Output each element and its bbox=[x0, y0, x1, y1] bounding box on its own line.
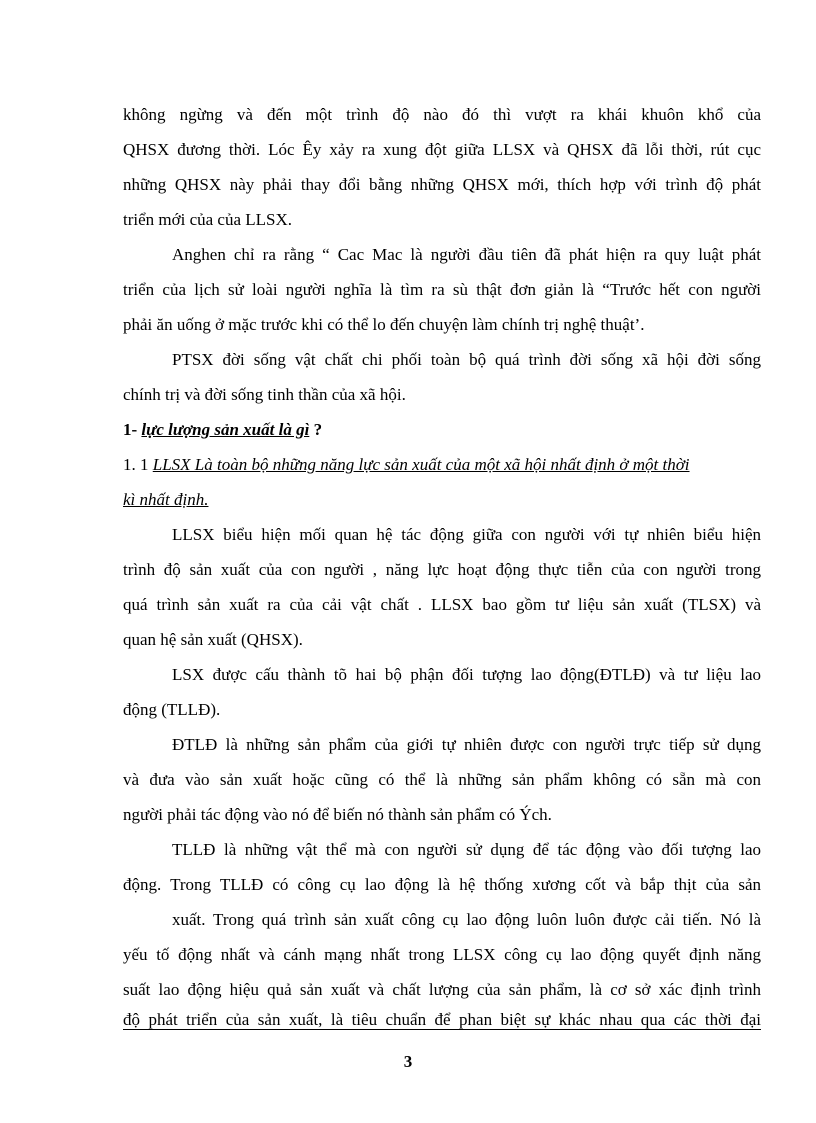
paragraph-line: ĐTLĐ là những sản phẩm của giới tự nhiên được con người trực tiếp sử dụng bbox=[172, 735, 761, 754]
footer-rule bbox=[123, 1029, 761, 1030]
paragraph-line: QHSX đương thời. Lóc Êy xảy ra xung đột giữa LLSX và QHSX đã lỗi thời, rút cục bbox=[123, 140, 761, 159]
paragraph-line: độ phát triển của sản xuất, là tiêu chuẩn để phan biệt sự khác nhau qua các thời đại bbox=[123, 1010, 761, 1029]
section-heading-title: lực lượng sản xuất là gì bbox=[141, 420, 310, 439]
paragraph-line: LLSX biểu hiện mối quan hệ tác động giữa con người với tự nhiên biểu hiện bbox=[172, 525, 761, 544]
subheading-number: 1. 1 bbox=[123, 455, 149, 474]
section-heading-suffix: ? bbox=[313, 420, 323, 439]
paragraph-line: quan hệ sản xuất (QHSX). bbox=[123, 630, 303, 649]
page-number: 3 bbox=[403, 1052, 413, 1071]
paragraph-line: chính trị và đời sống tinh thần của xã hội. bbox=[123, 385, 406, 404]
section-heading-number: 1- bbox=[123, 420, 138, 439]
subheading-text-line1: LLSX Là toàn bộ những năng lực sản xuất của một xã hội nhất định ở một thời bbox=[152, 455, 690, 474]
paragraph-line: người phải tác động vào nó để biến nó thành sản phẩm có Ých. bbox=[123, 805, 552, 824]
paragraph-line: suất lao động hiệu quả sản xuất và chất lượng của sản phẩm, là cơ sở xác định trình bbox=[123, 980, 761, 999]
paragraph-line: LSX được cấu thành tõ hai bộ phận đối tượng lao động(ĐTLĐ) và tư liệu lao bbox=[172, 665, 761, 684]
paragraph-line: những QHSX này phải thay đổi bằng những QHSX mới, thích hợp với trình độ phát bbox=[123, 175, 761, 194]
subheading-continued bbox=[123, 489, 761, 511]
paragraph-line: TLLĐ là những vật thể mà con người sử dụng để tác động vào đối tượng lao bbox=[172, 840, 761, 859]
paragraph-line: không ngừng và đến một trình độ nào đó thì vượt ra khái khuôn khổ của bbox=[123, 105, 761, 124]
paragraph-line: trình độ sản xuất của con người , năng lực hoạt động thực tiễn của con người trong bbox=[123, 560, 761, 579]
paragraph-line: yếu tố động nhất và cánh mạng nhất trong LLSX công cụ lao động quyết định năng bbox=[123, 945, 761, 964]
paragraph-line: Anghen chỉ ra rằng “ Cac Mac là người đầu tiên đã phát hiện ra quy luật phát bbox=[172, 245, 761, 264]
paragraph-line: quá trình sản xuất ra của cải vật chất . LLSX bao gồm tư liệu sản xuất (TLSX) và bbox=[123, 595, 761, 614]
paragraph-line: triển mới của của LLSX. bbox=[123, 210, 293, 229]
paragraph-line: phải ăn uống ở mặc trước khi có thể lo đến chuyện làm chính trị nghệ thuật’. bbox=[123, 315, 645, 334]
paragraph-line: PTSX đời sống vật chất chi phối toàn bộ quá trình đời sống xã hội đời sống bbox=[172, 350, 761, 369]
paragraph-line: và đưa vào sản xuất hoặc cũng có thể là những sản phẩm không có sẵn mà con bbox=[123, 770, 761, 789]
paragraph-line: động (TLLĐ). bbox=[123, 700, 221, 719]
subheading-text-line2: kì nhất định. bbox=[123, 490, 209, 509]
section-heading bbox=[123, 419, 761, 441]
subheading bbox=[123, 454, 761, 476]
paragraph-line: triển của lịch sử loài người nghĩa là tìm ra sù thật đơn giản là “Trước hết con người bbox=[123, 280, 761, 299]
paragraph-line: xuất. Trong quá trình sản xuất công cụ lao động luôn luôn được cải tiến. Nó là bbox=[172, 910, 761, 929]
paragraph-line: động. Trong TLLĐ có công cụ lao động là hệ thống xương cốt và bắp thịt của sản bbox=[123, 875, 761, 894]
